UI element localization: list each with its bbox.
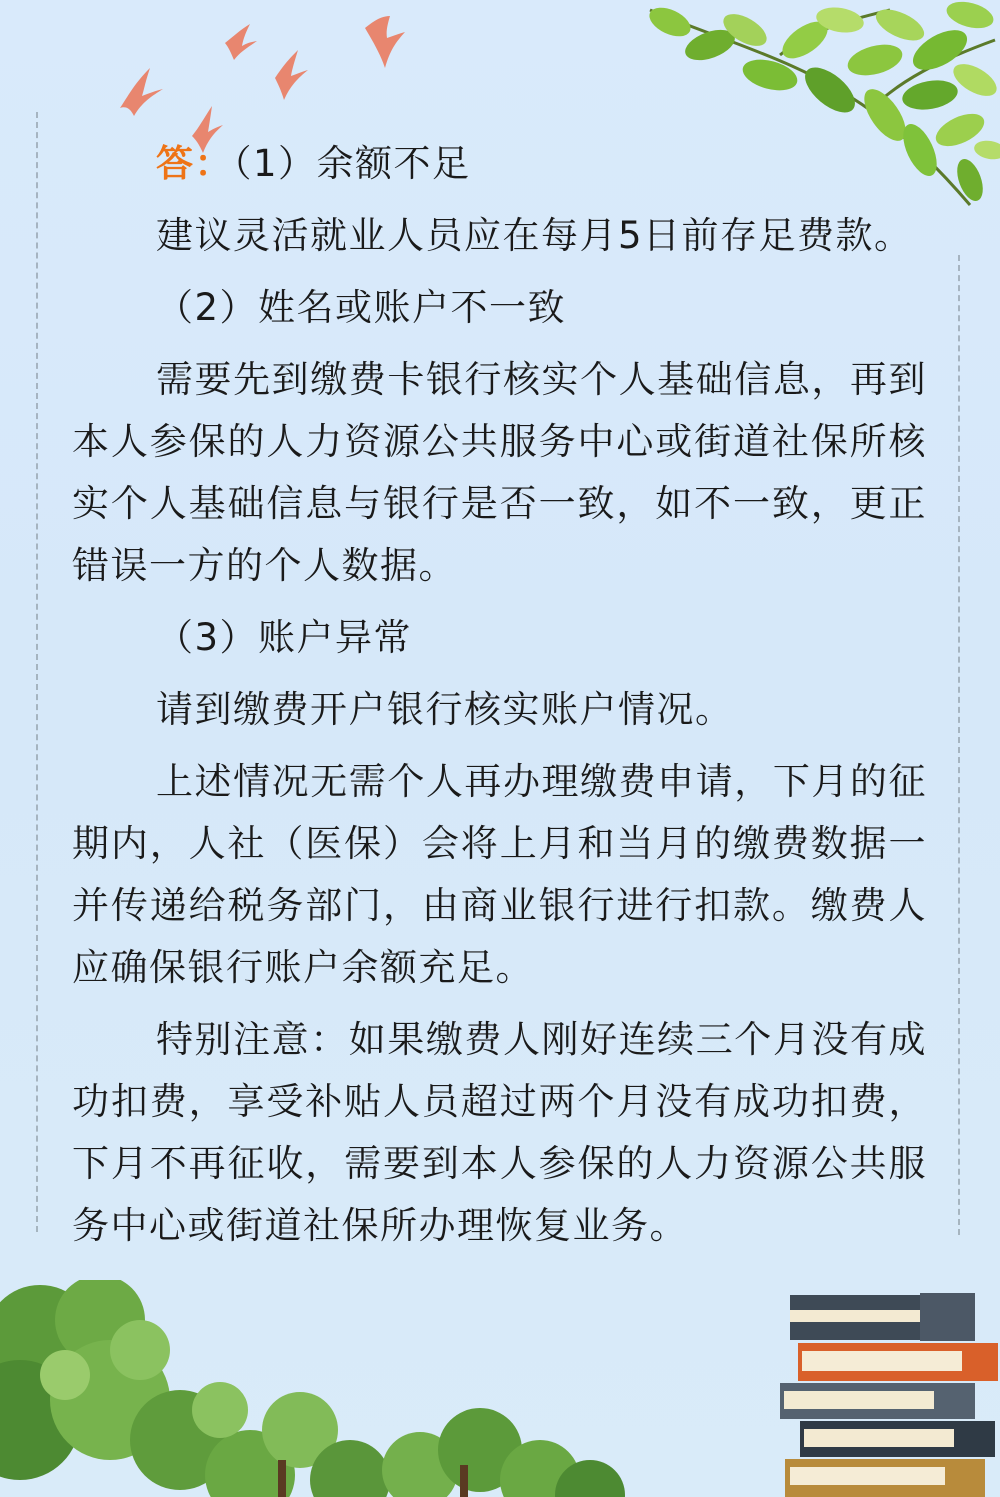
answer-label: 答： bbox=[156, 142, 233, 185]
section-heading-2: （2）姓名或账户不一致 bbox=[156, 286, 567, 329]
paragraph: 建议灵活就业人员应在每月5日前存足费款。 bbox=[156, 214, 913, 257]
paragraph: 需要先到缴费卡银行核实个人基础信息，再到本人参保的人力资源公共服务中心或街道社保所核实个人基础信息与银行是否一致，如不一致，更正错误一方的个人数据。 bbox=[72, 358, 927, 587]
books-decoration bbox=[770, 1285, 1000, 1497]
section-heading-3: （3）账户异常 bbox=[156, 616, 413, 659]
paragraph: 上述情况无需个人再办理缴费申请，下月的征期内，人社（医保）会将上月和当月的缴费数据一并传递给税务部门，由商业银行进行扣款。缴费人应确保银行账户余额充足。 bbox=[72, 760, 927, 989]
trees-decoration bbox=[0, 1280, 640, 1497]
paragraph: 特别注意：如果缴费人刚好连续三个月没有成功扣费，享受补贴人员超过两个月没有成功扣费，下月不再征收，需要到本人参保的人力资源公共服务中心或街道社保所办理恢复业务。 bbox=[72, 1018, 927, 1247]
section-heading-1: 答：（1）余额不足 bbox=[156, 142, 471, 185]
right-dashed-border bbox=[958, 255, 960, 1235]
paragraph: 请到缴费开户银行核实账户情况。 bbox=[156, 688, 734, 731]
article-body bbox=[72, 133, 927, 1267]
left-dashed-border bbox=[36, 112, 38, 1232]
